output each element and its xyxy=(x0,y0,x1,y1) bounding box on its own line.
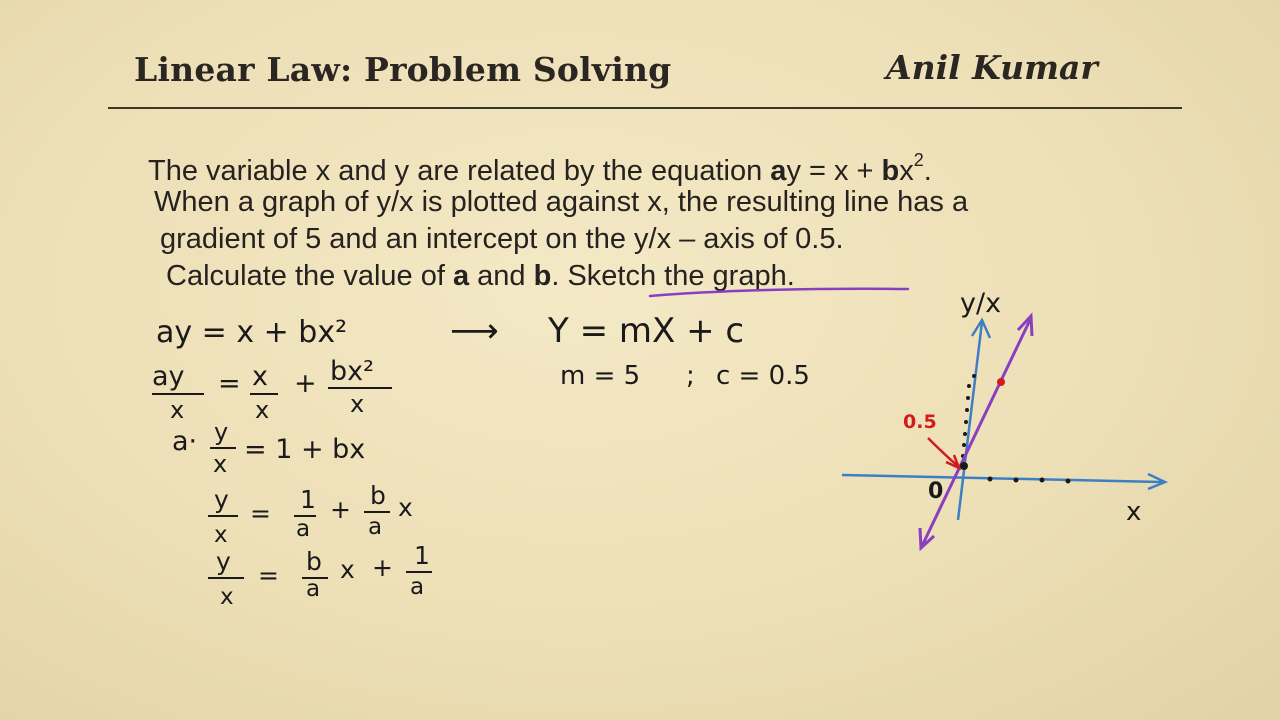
unknown-b: b xyxy=(533,260,552,292)
fraction-denominator: x xyxy=(170,396,185,424)
fraction-numerator: y xyxy=(216,547,231,576)
unknown-a: a xyxy=(452,260,470,292)
step-divide-by-x xyxy=(152,356,392,424)
sketch-graph xyxy=(842,288,1165,548)
equals-sign: = xyxy=(250,499,271,528)
fraction-numerator: bx² xyxy=(330,356,374,387)
fraction-numerator: b xyxy=(370,481,386,510)
linear-form: Y = mX + c xyxy=(548,311,745,351)
plus-sign: + xyxy=(372,553,393,582)
equation-original: ay = x + bx² xyxy=(156,315,348,350)
fraction-numerator: y xyxy=(214,418,229,446)
x-axis-label: x xyxy=(1126,497,1142,527)
fraction-numerator: 1 xyxy=(300,485,316,514)
x-axis xyxy=(842,475,1162,482)
data-point xyxy=(997,378,1005,386)
step-simplify xyxy=(172,418,365,478)
problem-text: . xyxy=(923,155,932,187)
equals-sign: = xyxy=(258,561,279,590)
variable-x: x xyxy=(340,555,355,584)
fraction-denominator: x xyxy=(220,584,234,610)
fraction-denominator: x xyxy=(214,522,228,548)
plus-sign: + xyxy=(330,495,351,524)
fraction-denominator: a xyxy=(306,576,321,602)
problem-text: The variable x and y are related by the equation xyxy=(148,155,771,187)
sketch-underline xyxy=(650,289,908,296)
plus-sign: + xyxy=(294,368,317,399)
fraction-numerator: 1 xyxy=(414,541,430,570)
coefficient-b: b xyxy=(881,155,900,187)
problem-text: Calculate the value of xyxy=(166,260,453,292)
coefficient-a: a xyxy=(770,155,787,187)
step-linear-form xyxy=(208,541,432,610)
variable-x: x xyxy=(398,493,413,522)
problem-text: and xyxy=(469,260,534,292)
fraction-denominator: a xyxy=(296,516,311,542)
fraction-numerator: ay xyxy=(152,361,185,392)
y-axis xyxy=(958,322,982,520)
fraction-numerator: y xyxy=(214,485,229,514)
problem-line-3: gradient of 5 and an intercept on the y/x – axis of 0.5. xyxy=(160,223,844,255)
origin-label: 0 xyxy=(928,479,944,504)
fraction-denominator: a xyxy=(410,574,425,600)
problem-text: y = x + xyxy=(786,155,882,187)
fraction-denominator: x xyxy=(213,450,228,478)
author-name: Anil Kumar xyxy=(886,48,1098,87)
fraction-denominator: x xyxy=(350,390,365,418)
intercept-pointer xyxy=(928,438,958,466)
arrow-icon: ⟶ xyxy=(450,311,499,351)
problem-text: x xyxy=(899,155,914,187)
step-rhs: = 1 + bx xyxy=(244,434,366,465)
exponent: 2 xyxy=(913,150,924,170)
coefficient-a: a· xyxy=(172,426,198,457)
fraction-numerator: b xyxy=(306,547,322,576)
y-axis-label: y/x xyxy=(960,288,1002,319)
equals-sign: = xyxy=(218,368,241,399)
page-title: Linear Law: Problem Solving xyxy=(134,50,672,89)
gradient-value: m = 5 xyxy=(560,361,641,391)
separator: ; xyxy=(686,361,695,391)
intercept-label: 0.5 xyxy=(903,411,937,433)
fraction-denominator: a xyxy=(368,514,383,540)
intercept-point xyxy=(960,462,968,470)
intercept-value: c = 0.5 xyxy=(716,361,810,391)
problem-text: . Sketch the graph. xyxy=(551,260,795,292)
fraction-denominator: x xyxy=(255,396,270,424)
step-rearrange xyxy=(208,481,413,548)
problem-line-2: When a graph of y/x is plotted against x, the resulting line has a xyxy=(154,186,969,218)
fraction-numerator: x xyxy=(252,361,268,392)
plotted-line xyxy=(922,320,1030,546)
